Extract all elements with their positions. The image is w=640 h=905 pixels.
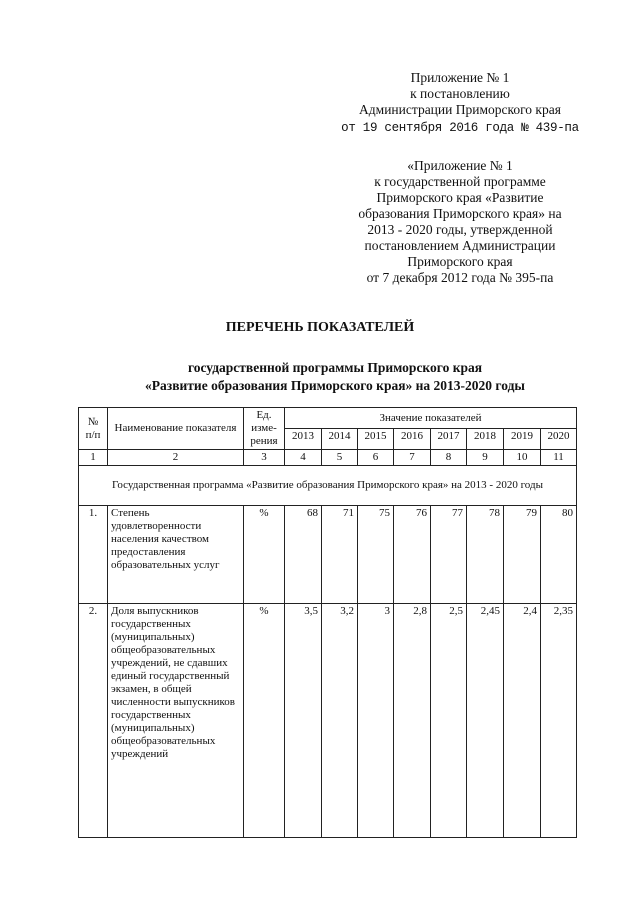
year-cell: 2013 [285, 429, 322, 450]
quote-line-1: «Приложение № 1 [407, 158, 513, 173]
indicators-table [78, 407, 577, 838]
subtitle-line-1: государственной программы Приморского края [187, 360, 483, 375]
year-cell: 2018 [467, 429, 504, 450]
subtitle-line-2: «Развитие образования Приморского края» на 2013-2020 годы [145, 378, 525, 393]
column-number: 6 [358, 450, 394, 466]
header-number: № п/п [79, 408, 108, 450]
column-number: 1 [79, 450, 108, 466]
indicator-unit: % [244, 604, 285, 838]
row-number: 1. [79, 506, 108, 604]
header-row-1 [79, 408, 577, 429]
value-2020: 2,35 [541, 604, 577, 838]
value-2013: 3,5 [285, 604, 322, 838]
value-2017: 2,5 [431, 604, 467, 838]
column-number: 10 [504, 450, 541, 466]
value-2016: 76 [394, 506, 431, 604]
value-2016: 2,8 [394, 604, 431, 838]
quote-line-7: Приморского края [407, 254, 513, 269]
column-number: 7 [394, 450, 431, 466]
value-2014: 71 [322, 506, 358, 604]
table-row [79, 604, 577, 838]
value-2018: 78 [467, 506, 504, 604]
header-values: Значение показателей [285, 408, 577, 429]
year-cell: 2019 [504, 429, 541, 450]
column-number: 8 [431, 450, 467, 466]
header-name: Наименование показателя [108, 408, 244, 450]
value-2013: 68 [285, 506, 322, 604]
quote-block [300, 158, 620, 286]
document-title: ПЕРЕЧЕНЬ ПОКАЗАТЕЛЕЙ [225, 320, 415, 335]
appendix-header [300, 70, 620, 136]
column-numbers-row [79, 450, 577, 466]
indicator-unit: % [244, 506, 285, 604]
table-row [79, 506, 577, 604]
value-2015: 3 [358, 604, 394, 838]
quote-line-6: постановлением Администрации [364, 238, 556, 253]
value-2017: 77 [431, 506, 467, 604]
quote-line-3: Приморского края «Развитие [376, 190, 544, 205]
column-number: 3 [244, 450, 285, 466]
quote-line-4: образования Приморского края» на [358, 206, 562, 221]
header-unit: Ед. изме-рения [244, 408, 285, 450]
value-2014: 3,2 [322, 604, 358, 838]
quote-line-2: к государственной программе [374, 174, 546, 189]
column-number: 2 [108, 450, 244, 466]
program-row [79, 466, 577, 506]
indicator-name: Доля выпускников государственных (муниципальных) общеобразовательных учреждений, не сдавших единый государственный экзамен, в общей численности выпускников государственных (муниципальных) общеобразовательных учреждений [108, 604, 244, 838]
appendix-label: Приложение № 1 [410, 70, 510, 85]
program-name: Государственная программа «Развитие образования Приморского края» на 2013 - 2020 годы [79, 466, 577, 506]
value-2015: 75 [358, 506, 394, 604]
column-number: 4 [285, 450, 322, 466]
value-2018: 2,45 [467, 604, 504, 838]
to-decree-label: к постановлению [410, 86, 510, 101]
value-2019: 2,4 [504, 604, 541, 838]
document-subtitle [40, 359, 630, 395]
quote-line-5: 2013 - 2020 годы, утвержденной [367, 222, 553, 237]
year-cell: 2015 [358, 429, 394, 450]
quote-line-8: от 7 декабря 2012 года № 395-па [366, 270, 554, 285]
year-cell: 2014 [322, 429, 358, 450]
decree-stamp: от 19 сентября 2016 года № 439-па [341, 121, 579, 135]
column-number: 11 [541, 450, 577, 466]
value-2020: 80 [541, 506, 577, 604]
indicator-name: Степень удовлетворенности населения качеством предоставления образовательных услуг [108, 506, 244, 604]
year-cell: 2016 [394, 429, 431, 450]
column-number: 5 [322, 450, 358, 466]
year-cell: 2020 [541, 429, 577, 450]
column-number: 9 [467, 450, 504, 466]
administration-label: Администрации Приморского края [359, 102, 561, 117]
row-number: 2. [79, 604, 108, 838]
value-2019: 79 [504, 506, 541, 604]
year-cell: 2017 [431, 429, 467, 450]
